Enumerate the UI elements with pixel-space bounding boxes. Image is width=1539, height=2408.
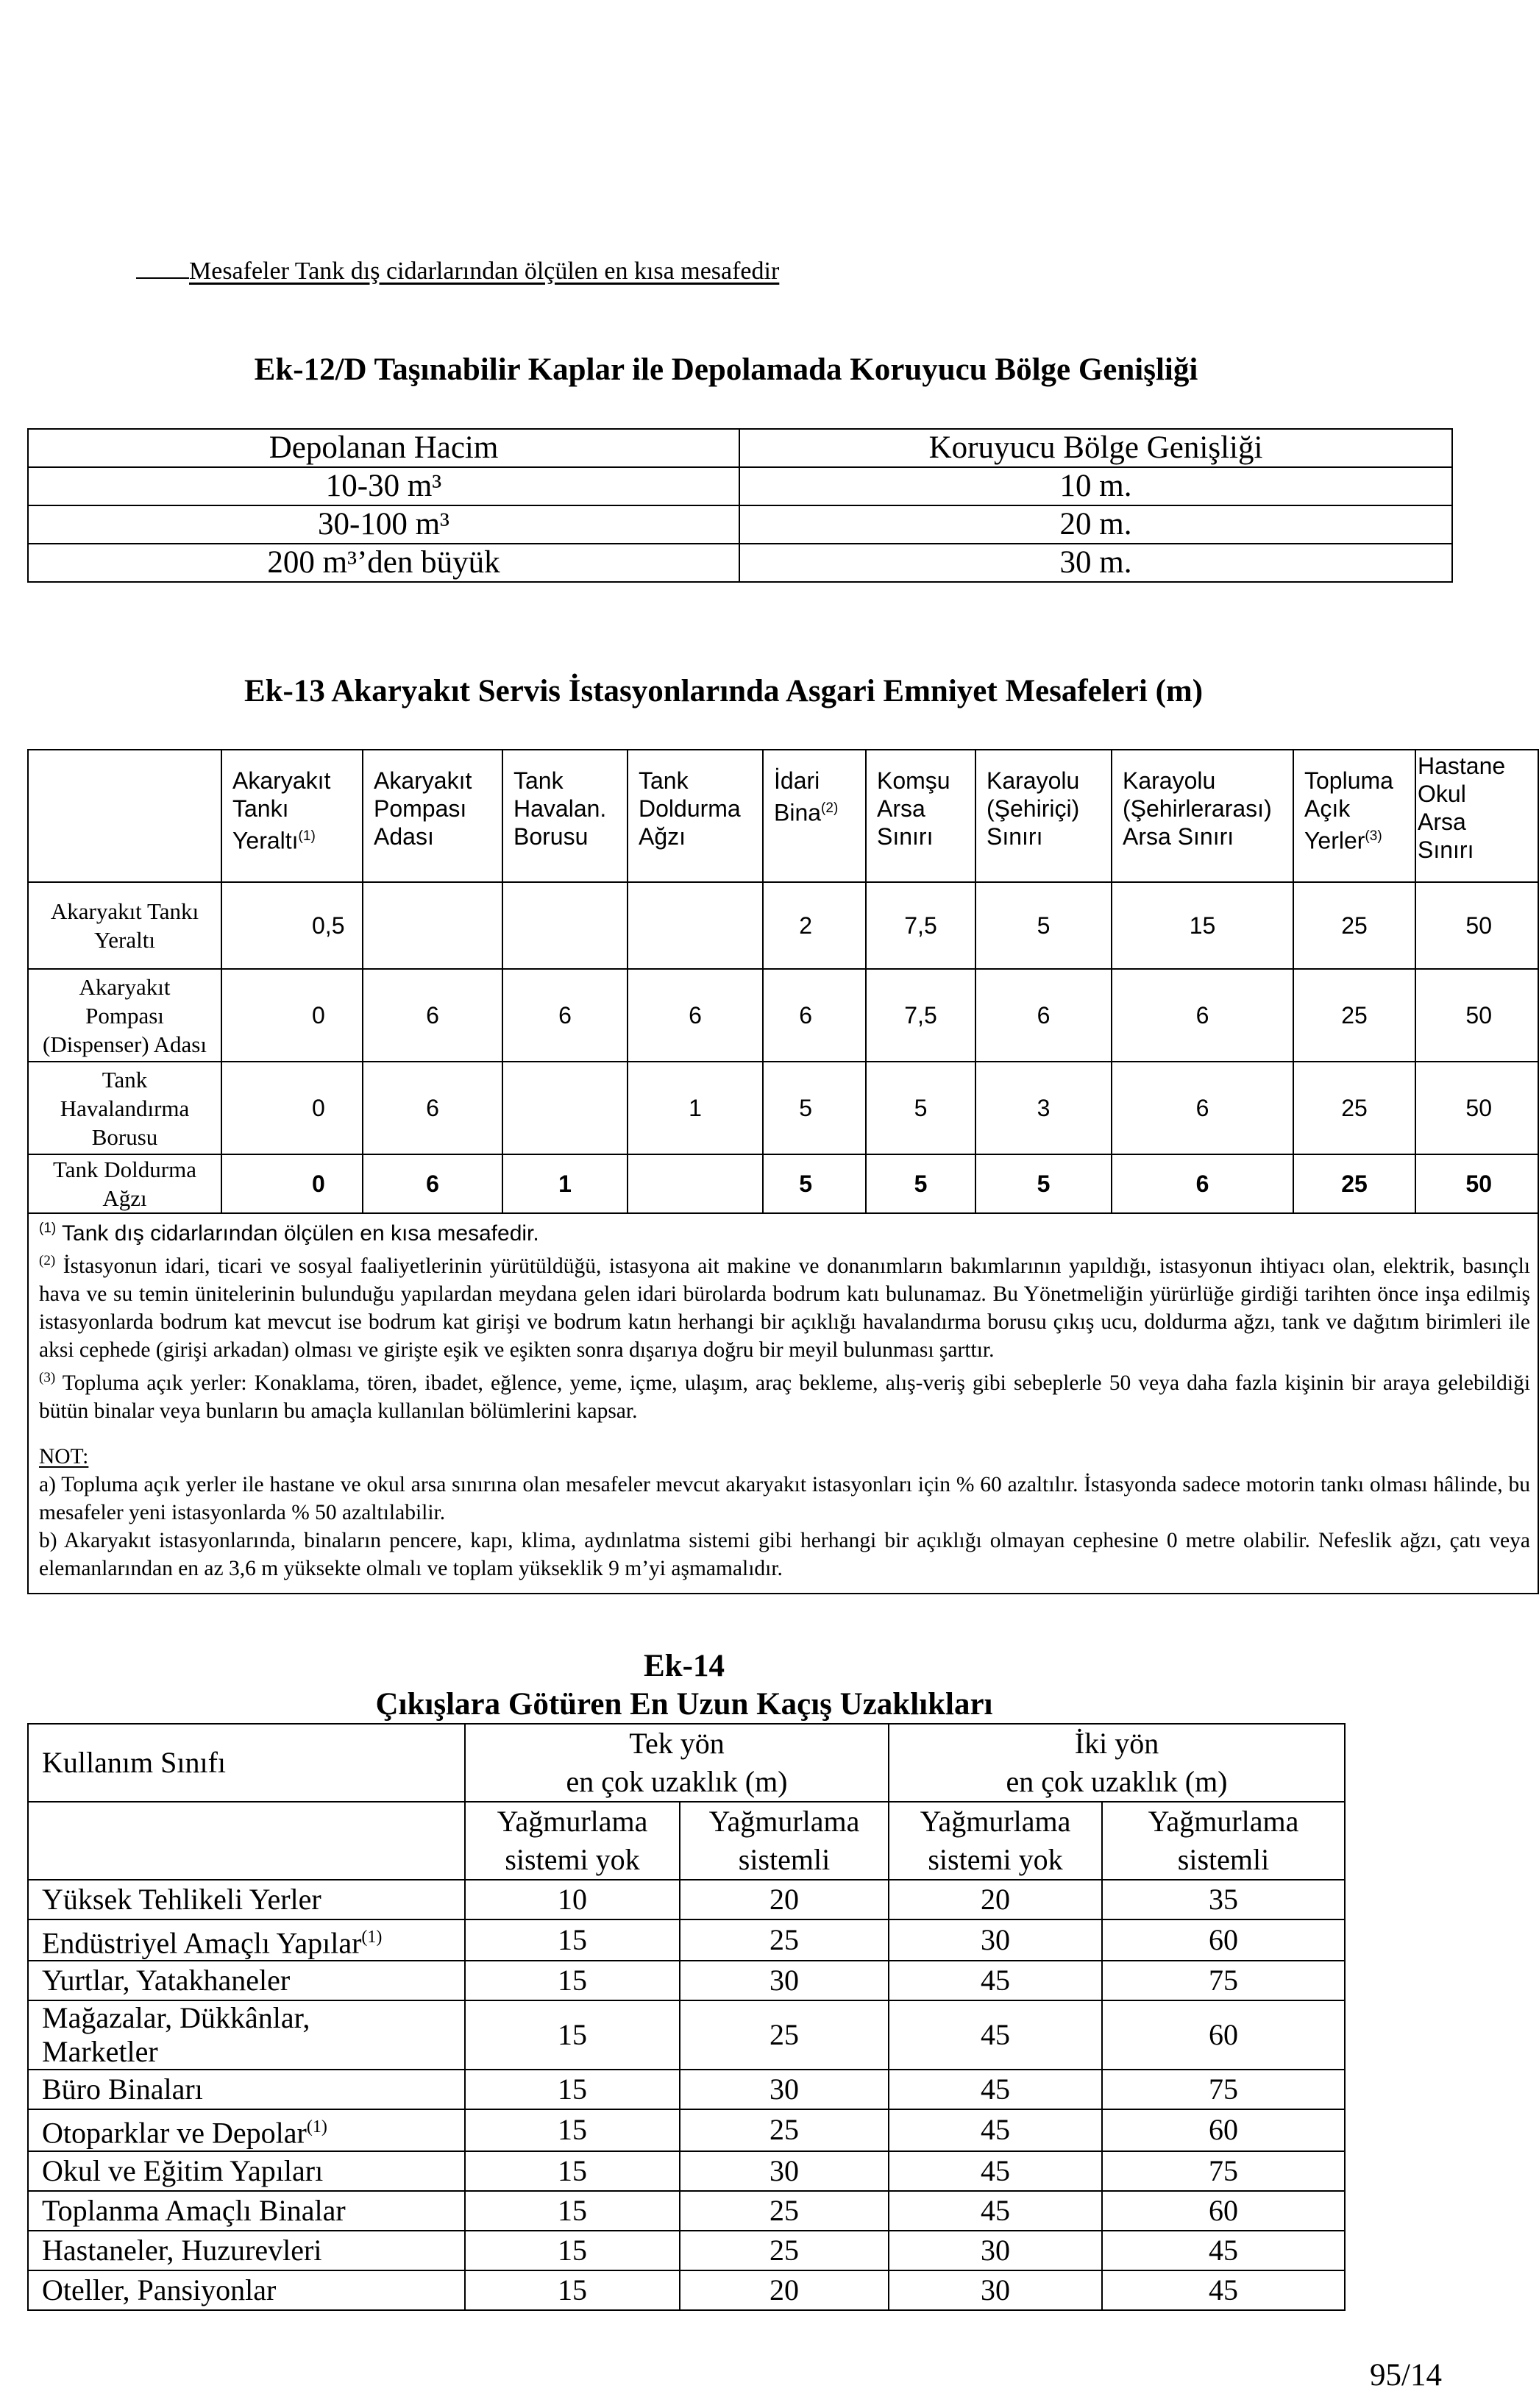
ek13-header-text: İdari bbox=[774, 767, 820, 794]
footnote-3 bbox=[39, 1364, 1530, 1425]
ek14-value-cell: 25 bbox=[680, 2191, 889, 2231]
ek14-value-cell: 15 bbox=[465, 2151, 680, 2191]
ek13-header-cell bbox=[221, 750, 363, 882]
ek13-header-cell bbox=[975, 750, 1112, 882]
ek14-value-cell: 60 bbox=[1102, 2109, 1345, 2150]
ek13-value-cell: 0 bbox=[221, 1062, 363, 1154]
ek14-value-cell: 15 bbox=[465, 2191, 680, 2231]
ek14-header-row bbox=[28, 1724, 1345, 1802]
ek13-row-label-text: Ağzı bbox=[102, 1185, 147, 1211]
ek13-header-text: Bina bbox=[774, 799, 822, 826]
ek13-header-cell bbox=[502, 750, 628, 882]
footnote-text: Topluma açık yerler: Konaklama, tören, ibadet, eğlence, yeme, içme, ulaşım, araç bekleme, alış-veriş gibi sebeplerle 50 veya daha fazla kişinin bir araya gelebildiği bütün binalar veya bunların bu amaçla kullanılan bölümlerini kapsar. bbox=[39, 1371, 1531, 1423]
ek13-header-text: Karayolu bbox=[987, 767, 1080, 794]
ek12d-row bbox=[28, 544, 1452, 582]
ek14-value-cell: 30 bbox=[680, 1961, 889, 2000]
ek13-header-text: Karayolu bbox=[1123, 767, 1216, 794]
ek13-value-cell: 5 bbox=[866, 1154, 975, 1213]
ek14-value-cell: 45 bbox=[889, 1961, 1102, 2000]
ek14-row-label-text: Büro Binaları bbox=[42, 2073, 203, 2106]
ek13-header-cell bbox=[1293, 750, 1415, 882]
ek13-value-cell: 5 bbox=[763, 1154, 866, 1213]
footnote-marker: (3) bbox=[39, 1369, 56, 1385]
ek14-value-cell: 15 bbox=[465, 2070, 680, 2109]
ek14-header-text: en çok uzaklık (m) bbox=[1006, 1765, 1228, 1798]
ek14-row-label bbox=[28, 2270, 465, 2310]
ek14-value-cell: 75 bbox=[1102, 2151, 1345, 2191]
ek13-header-text: Borusu bbox=[513, 823, 589, 850]
ek13-row-label bbox=[28, 882, 221, 969]
ek13-value-cell: 3 bbox=[975, 1062, 1112, 1154]
ek13-value-cell: 15 bbox=[1112, 882, 1293, 969]
ek14-value-cell: 15 bbox=[465, 2270, 680, 2310]
ek14-row-label bbox=[28, 2000, 465, 2070]
ek13-header-text: Pompası bbox=[374, 795, 467, 822]
ek14-subheader-row bbox=[28, 1802, 1345, 1880]
ek14-class-header: Kullanım Sınıfı bbox=[28, 1724, 465, 1802]
ek13-value-cell: 0 bbox=[221, 969, 363, 1062]
footnote-marker: (1) bbox=[39, 1221, 57, 1236]
note-b: b) Akaryakıt istasyonlarında, binaların pencere, kapı, klima, aydınlatma sistemi gibi herhangi bir açıklığı olmayan cephesine 0 metre olabilir. Nefeslik ağzı, çatı veya elemanlarından en az 3,6 m yüksekte olmalı ve toplam yükseklik 9 m’yi aşmamalıdır. bbox=[39, 1528, 1530, 1580]
note-a: a) Topluma açık yerler ile hastane ve okul arsa sınırına olan mesafeler mevcut akaryakıt istasyonları için % 60 azaltılır. İstasyonda sadece motorin tankı olması hâlinde, bu mesafeler yeni istasyonlarda % 50 azaltılabilir. bbox=[39, 1472, 1530, 1524]
ek14-value-cell: 25 bbox=[680, 2109, 889, 2150]
ek14-row-label-text: Marketler bbox=[42, 2035, 158, 2069]
ek13-header-cell bbox=[1112, 750, 1293, 882]
footnote-marker: (2) bbox=[39, 1253, 56, 1268]
ek14-row-label-text: Otoparklar ve Depolar bbox=[42, 2116, 307, 2150]
ek14-value-cell: 45 bbox=[889, 2191, 1102, 2231]
ek14-value-cell: 15 bbox=[465, 1961, 680, 2000]
ek12d-header-cell: Koruyucu Bölge Genişliği bbox=[739, 429, 1452, 467]
ek13-value-cell: 5 bbox=[866, 1062, 975, 1154]
ek14-subheader-text: sistemi yok bbox=[505, 1843, 640, 1876]
ek13-row-label-text: (Dispenser) Adası bbox=[43, 1031, 207, 1057]
ek13-value-cell: 50 bbox=[1415, 1154, 1538, 1213]
ek13-value-cell: 2 bbox=[763, 882, 866, 969]
ek14-value-cell: 15 bbox=[465, 2109, 680, 2150]
ek12d-cell: 10-30 m³ bbox=[28, 467, 739, 505]
ek14-value-cell: 10 bbox=[465, 1880, 680, 1919]
ek14-value-cell: 45 bbox=[889, 2109, 1102, 2150]
ek13-table bbox=[27, 749, 1539, 1594]
ek13-value-cell: 6 bbox=[363, 1154, 502, 1213]
ek14-subheader-cell bbox=[465, 1802, 680, 1880]
ek13-header-text: Yeraltı bbox=[232, 827, 299, 854]
ek14-value-cell: 75 bbox=[1102, 1961, 1345, 2000]
footnote-2 bbox=[39, 1247, 1530, 1364]
ek13-row-label bbox=[28, 1154, 221, 1213]
footnote-marker: (3) bbox=[1365, 828, 1382, 844]
ek13-header-text: Yerler bbox=[1304, 827, 1365, 854]
ek13-value-cell: 6 bbox=[628, 969, 763, 1062]
ek14-title: Ek-14 bbox=[644, 1649, 725, 1683]
ek13-value-cell: 0 bbox=[221, 1154, 363, 1213]
ek14-value-cell: 60 bbox=[1102, 1919, 1345, 1961]
ek14-row-label bbox=[28, 2191, 465, 2231]
ek14-value-cell: 45 bbox=[889, 2070, 1102, 2109]
ek14-value-cell: 45 bbox=[1102, 2231, 1345, 2270]
ek14-subheader-text: sistemli bbox=[738, 1843, 831, 1876]
ek13-row bbox=[28, 1062, 1538, 1154]
ek13-header-text: Arsa Sınırı bbox=[1123, 823, 1234, 850]
ek13-header-text: (Şehiriçi) bbox=[987, 795, 1080, 822]
ek14-header-text: en çok uzaklık (m) bbox=[566, 1765, 788, 1798]
ek13-header-text: Sınırı bbox=[987, 823, 1043, 850]
footnote-marker: (1) bbox=[361, 1928, 383, 1947]
ek13-value-cell bbox=[502, 1062, 628, 1154]
ek14-value-cell: 30 bbox=[889, 2231, 1102, 2270]
ek12d-title: Ek-12/D Taşınabilir Kaplar ile Depolamada Koruyucu Bölge Genişliği bbox=[254, 352, 1198, 387]
ek14-value-cell: 60 bbox=[1102, 2191, 1345, 2231]
ek13-header-text: (Şehirlerarası) bbox=[1123, 795, 1272, 822]
ek14-row-label bbox=[28, 1961, 465, 2000]
ek13-notes-cell bbox=[28, 1213, 1538, 1594]
ek14-row bbox=[28, 2270, 1345, 2310]
ek14-subheader-text: Yağmurlama bbox=[1148, 1805, 1299, 1838]
ek13-header-text: Havalan. bbox=[513, 795, 607, 822]
ek14-row-label bbox=[28, 1919, 465, 1961]
ek13-header-text: Akaryakıt bbox=[374, 767, 472, 794]
ek14-value-cell: 30 bbox=[889, 2270, 1102, 2310]
ek14-row-label-text: Mağazalar, Dükkânlar, bbox=[42, 2001, 310, 2035]
ek13-value-cell: 5 bbox=[763, 1062, 866, 1154]
ek13-header-cell bbox=[763, 750, 866, 882]
ek14-empty-cell bbox=[28, 1802, 465, 1880]
ek13-header-text: Sınırı bbox=[1418, 837, 1474, 863]
ek13-header-text: Topluma bbox=[1304, 767, 1393, 794]
ek12d-table bbox=[27, 428, 1453, 583]
ek14-subheader-text: Yağmurlama bbox=[708, 1805, 860, 1838]
ek13-corner-cell bbox=[28, 750, 221, 882]
ek12d-cell: 30-100 m³ bbox=[28, 505, 739, 544]
footnote-marker: (2) bbox=[821, 800, 839, 816]
ek12d-cell: 10 m. bbox=[739, 467, 1452, 505]
footnote-text: Tank dış cidarlarından ölçülen en kısa mesafedir. bbox=[62, 1221, 539, 1246]
ek14-value-cell: 60 bbox=[1102, 2000, 1345, 2070]
ek14-row bbox=[28, 2070, 1345, 2109]
ek13-row-label bbox=[28, 969, 221, 1062]
ek14-subheader-cell bbox=[889, 1802, 1102, 1880]
ek14-row bbox=[28, 2000, 1345, 2070]
ek14-subheader-text: sistemli bbox=[1177, 1843, 1270, 1876]
ek14-value-cell: 35 bbox=[1102, 1880, 1345, 1919]
note-heading: NOT: bbox=[39, 1444, 89, 1468]
ek14-row-label-text: Hastaneler, Huzurevleri bbox=[42, 2233, 322, 2267]
footnote-marker: (1) bbox=[306, 2117, 327, 2137]
ek14-value-cell: 15 bbox=[465, 2000, 680, 2070]
ek14-one-way-header bbox=[465, 1724, 889, 1802]
ek13-header-text: Tank bbox=[639, 767, 689, 794]
ek14-subheader-text: Yağmurlama bbox=[920, 1805, 1071, 1838]
ek14-table bbox=[27, 1723, 1346, 2311]
ek14-row-label bbox=[28, 2231, 465, 2270]
ek13-value-cell bbox=[363, 882, 502, 969]
ek14-subtitle: Çıkışlara Götüren En Uzun Kaçış Uzaklıkları bbox=[375, 1687, 993, 1722]
ek14-value-cell: 45 bbox=[1102, 2270, 1345, 2310]
ek14-row-label-text: Oteller, Pansiyonlar bbox=[42, 2273, 277, 2306]
ek14-value-cell: 25 bbox=[680, 1919, 889, 1961]
ek13-row-label-text: Yeraltı bbox=[94, 927, 155, 953]
ek13-value-cell: 0,5 bbox=[221, 882, 363, 969]
ek13-header-text: Okul bbox=[1418, 781, 1466, 807]
ek14-row-label bbox=[28, 2070, 465, 2109]
ek12d-row bbox=[28, 505, 1452, 544]
ek14-subheader-cell bbox=[680, 1802, 889, 1880]
footnote-marker: (1) bbox=[298, 828, 316, 844]
ek14-subheader-cell bbox=[1102, 1802, 1345, 1880]
ek13-header-text: Arsa bbox=[1418, 809, 1466, 835]
ek14-row-label bbox=[28, 2109, 465, 2150]
ek14-value-cell: 25 bbox=[680, 2000, 889, 2070]
ek13-row-label-text: Havalandırma bbox=[60, 1095, 190, 1121]
ek13-value-cell: 6 bbox=[763, 969, 866, 1062]
ek14-row bbox=[28, 1919, 1345, 1961]
ek13-row-label-text: Pompası bbox=[85, 1002, 164, 1029]
ek14-row bbox=[28, 2231, 1345, 2270]
ek14-value-cell: 30 bbox=[680, 2151, 889, 2191]
ek14-row-label bbox=[28, 1880, 465, 1919]
ek13-header-cell bbox=[866, 750, 975, 882]
ek13-header-text: Arsa bbox=[877, 795, 925, 822]
ek12d-row bbox=[28, 467, 1452, 505]
ek13-header-text: Hastane bbox=[1418, 753, 1506, 779]
ek14-row bbox=[28, 2109, 1345, 2150]
ek14-row bbox=[28, 1880, 1345, 1919]
ek13-value-cell bbox=[628, 1154, 763, 1213]
ek13-value-cell: 6 bbox=[363, 1062, 502, 1154]
ek13-value-cell: 50 bbox=[1415, 882, 1538, 969]
ek14-value-cell: 20 bbox=[680, 2270, 889, 2310]
underline-rule bbox=[136, 277, 189, 279]
ek13-row bbox=[28, 1154, 1538, 1213]
ek13-value-cell: 6 bbox=[1112, 1062, 1293, 1154]
ek12d-cell: 30 m. bbox=[739, 544, 1452, 582]
ek14-two-way-header bbox=[889, 1724, 1345, 1802]
ek13-header-cell bbox=[363, 750, 502, 882]
ek13-header-text: Sınırı bbox=[877, 823, 934, 850]
ek13-row-label bbox=[28, 1062, 221, 1154]
ek12d-cell: 20 m. bbox=[739, 505, 1452, 544]
ek13-value-cell bbox=[502, 882, 628, 969]
ek13-value-cell: 6 bbox=[975, 969, 1112, 1062]
ek14-value-cell: 25 bbox=[680, 2231, 889, 2270]
ek13-value-cell: 25 bbox=[1293, 1154, 1415, 1213]
ek13-value-cell: 25 bbox=[1293, 882, 1415, 969]
ek14-subheader-text: sistemi yok bbox=[928, 1843, 1063, 1876]
ek13-value-cell bbox=[628, 882, 763, 969]
ek13-row-label-text: Akaryakıt bbox=[79, 973, 171, 1000]
ek14-row-label-text: Okul ve Eğitim Yapıları bbox=[42, 2153, 324, 2187]
ek13-header-text: Ağzı bbox=[639, 823, 686, 850]
top-note-text: Mesafeler Tank dış cidarlarından ölçülen en kısa mesafedir bbox=[189, 258, 780, 285]
ek14-value-cell: 30 bbox=[680, 2070, 889, 2109]
ek13-value-cell: 25 bbox=[1293, 969, 1415, 1062]
page-number: 95/14 bbox=[1370, 2358, 1442, 2393]
ek14-value-cell: 15 bbox=[465, 1919, 680, 1961]
ek13-value-cell: 6 bbox=[1112, 1154, 1293, 1213]
ek14-header-text: İki yön bbox=[1074, 1727, 1159, 1760]
ek12d-header-row bbox=[28, 429, 1452, 467]
ek13-header-text: Açık bbox=[1304, 795, 1351, 822]
ek14-value-cell: 30 bbox=[889, 1919, 1102, 1961]
ek14-row bbox=[28, 2151, 1345, 2191]
spacer bbox=[39, 1425, 1530, 1441]
ek14-value-cell: 15 bbox=[465, 2231, 680, 2270]
ek14-value-cell: 45 bbox=[889, 2151, 1102, 2191]
ek13-header-row bbox=[28, 750, 1538, 882]
ek14-value-cell: 45 bbox=[889, 2000, 1102, 2070]
ek13-value-cell: 6 bbox=[502, 969, 628, 1062]
ek13-row-label-text: Akaryakıt Tankı bbox=[50, 898, 199, 924]
ek14-row-label-text: Endüstriyel Amaçlı Yapılar bbox=[42, 1926, 362, 1960]
ek13-row-label-text: Tank Doldurma bbox=[53, 1157, 196, 1182]
ek13-header-cell bbox=[628, 750, 763, 882]
ek14-value-cell: 20 bbox=[680, 1880, 889, 1919]
ek13-value-cell: 50 bbox=[1415, 969, 1538, 1062]
ek13-value-cell: 25 bbox=[1293, 1062, 1415, 1154]
ek13-notes-row bbox=[28, 1213, 1538, 1594]
top-note bbox=[136, 256, 779, 287]
ek13-header-text: Adası bbox=[374, 823, 434, 850]
ek13-value-cell: 6 bbox=[1112, 969, 1293, 1062]
ek13-row-label-text: Borusu bbox=[91, 1123, 158, 1150]
ek14-row bbox=[28, 1961, 1345, 2000]
ek13-header-text: Doldurma bbox=[639, 795, 741, 822]
ek14-value-cell: 20 bbox=[889, 1880, 1102, 1919]
ek14-row-label-text: Yurtlar, Yatakhaneler bbox=[42, 1964, 291, 1997]
ek13-value-cell: 5 bbox=[975, 1154, 1112, 1213]
ek14-row-label-text: Toplanma Amaçlı Binalar bbox=[42, 2193, 346, 2227]
ek13-value-cell: 5 bbox=[975, 882, 1112, 969]
ek14-subheader-text: Yağmurlama bbox=[497, 1805, 648, 1838]
footnote-1 bbox=[39, 1215, 1530, 1247]
ek14-header-text: Tek yön bbox=[629, 1727, 725, 1760]
ek13-header-text: Komşu bbox=[877, 767, 950, 794]
ek13-header-text: Akaryakıt bbox=[232, 767, 331, 794]
ek13-value-cell: 7,5 bbox=[866, 882, 975, 969]
ek12d-cell: 200 m³’den büyük bbox=[28, 544, 739, 582]
ek14-row bbox=[28, 2191, 1345, 2231]
ek13-header-cell bbox=[1415, 750, 1538, 882]
ek13-row bbox=[28, 969, 1538, 1062]
ek13-row bbox=[28, 882, 1538, 969]
ek14-row-label bbox=[28, 2151, 465, 2191]
ek13-value-cell: 1 bbox=[502, 1154, 628, 1213]
ek13-row-label-text: Tank bbox=[102, 1066, 148, 1093]
footnote-text: İstasyonun idari, ticari ve sosyal faaliyetlerinin yürütüldüğü, istasyona ait makine ve donanımların bakımlarının yapıldığı, istasyonun ihtiyacı olan, elektrik, basınçlı hava ve su temin ünitelerinin bulunduğu yapılardan meydana gelen idari bürolarda bodrum katı bulunamaz. Bu Yönetmeliğin yürürlüğe girdiği tarihten önce inşa edilmiş istasyonlarda bodrum kat mevcut ise bodrum kat girişi ve bodrum katın herhangi bir açıklığı havalandırma borusu çıkış ucu, doldurma ağzı, tank ve dağıtım birimleri ile aksi cephede (girişi arkadan) olması ve girişte eşik ve eşikten sonra dışarıya doğru bir meyil bulunması şarttır. bbox=[39, 1254, 1530, 1362]
ek13-value-cell: 6 bbox=[363, 969, 502, 1062]
ek13-header-text: Tankı bbox=[232, 795, 289, 822]
ek14-row-label-text: Yüksek Tehlikeli Yerler bbox=[42, 1883, 321, 1916]
ek13-value-cell: 50 bbox=[1415, 1062, 1538, 1154]
ek13-header-text: Tank bbox=[513, 767, 564, 794]
ek13-value-cell: 7,5 bbox=[866, 969, 975, 1062]
ek12d-header-cell: Depolanan Hacim bbox=[28, 429, 739, 467]
ek13-value-cell: 1 bbox=[628, 1062, 763, 1154]
ek13-title: Ek-13 Akaryakıt Servis İstasyonlarında Asgari Emniyet Mesafeleri (m) bbox=[244, 674, 1204, 708]
ek14-value-cell: 75 bbox=[1102, 2070, 1345, 2109]
